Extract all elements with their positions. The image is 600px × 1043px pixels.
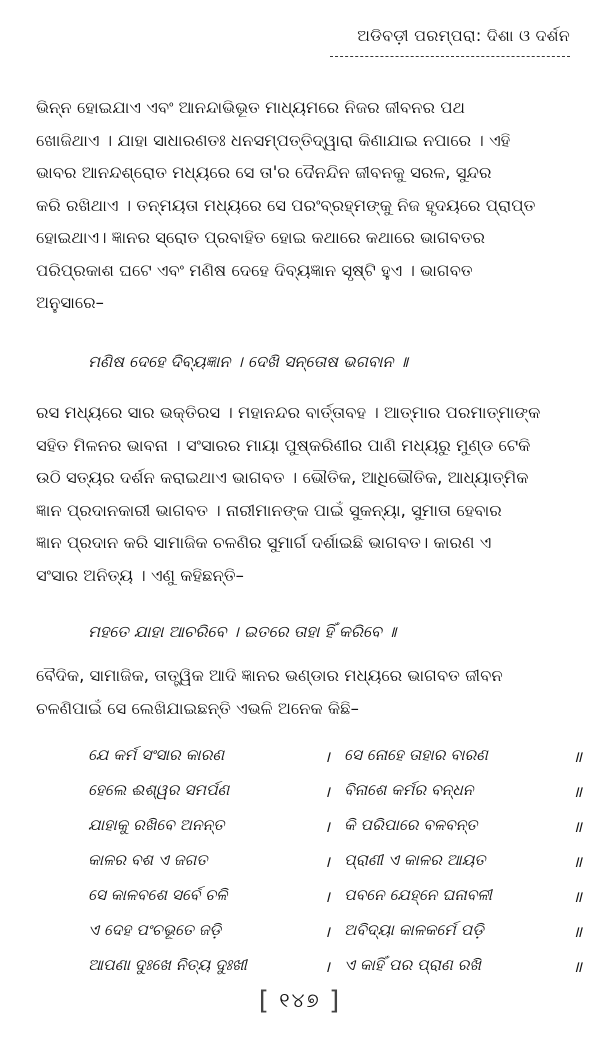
verse-second-half: କି ପରିପାରେ ବଳବନ୍ତ [344,816,478,834]
verse-separator: । [324,782,330,801]
verse-end-mark: ॥ [572,747,582,766]
paragraph-line: ରସ ମଧ୍ୟରେ ସାର ଭକ୍ତିରସ । ମହାନନ୍ଦର ବାର୍ତ୍ତାବହ । ଆତ୍ମାର ପରମାତ୍ମାଙ୍କ [36,403,541,422]
verse-second-half: ପ୍ରାଣୀ ଏ କାଳର ଆୟତ [344,851,486,869]
paragraph-line: ପରିପ୍ରକାଶ ଘଟେ ଏବଂ ମଣିଷ ଦେହେ ଦିବ୍ୟଜ୍ଞାନ ସୃଷ୍ଟି ହୁଏ । ଭାଗବତ [36,260,473,280]
page-number [0,986,600,1016]
paragraph-line: ଜ୍ଞାନ ପ୍ରଦାନ କରି ସାମାଜିକ ଚଳଣିର ସୁମାର୍ଗ ଦର୍ଶାଇଛି ଭାଗବତ। କାରଣ ଏ [36,533,492,552]
page-number-value: ୧୪୭ [279,988,321,1012]
paragraph-line: ବୈଦିକ, ସାମାଜିକ, ତାତ୍ତ୍ୱିକ ଆଦି ଜ୍ଞାନର ଭଣ୍ଡାର ମଧ୍ୟରେ ଭାଗବତ ଜୀବନ [36,666,503,685]
verse-end-mark: ॥ [572,922,582,941]
verse-first-half: ସେ କାଳବଶେ ସର୍ବେ ଚଳି [88,886,228,904]
verse-first-half: ଯାହାକୁ ରଖିବେ ଅନନ୍ତ [88,816,225,834]
verse-second-half: ଏ କାହିଁ ପର ପ୍ରାଣ ରଖି [344,956,481,974]
verse-row [88,808,582,843]
verse-row [88,843,582,878]
verse-first-half: ଏ ଦେହ ପଂଚଭୂତେ ଜଡ଼ି [88,921,221,939]
verse-end-mark: ॥ [572,782,582,801]
verse-second-half: ଅବିଦ୍ୟା କାଳକର୍ମେ ପଡ଼ି [344,921,484,939]
paragraph-line: ଅନୁସାରେ– [36,293,104,312]
header-dashed-rule [330,56,570,57]
verse-end-mark: ॥ [572,852,582,871]
page-number-bracket-close: ] [329,986,342,1016]
quoted-verse-2: ମହତେ ଯାହା ଆଚରିବେ । ଇତରେ ତାହା ହିଁ କରିବେ ॥ [88,622,397,641]
verse-end-mark: ॥ [572,817,582,836]
paragraph-1 [36,92,570,320]
verse-second-half: ପବନେ ଯେହ୍ନେ ଘନାବଳୀ [344,886,492,904]
paragraph-line: ସଂସାର ଅନିତ୍ୟ । ଏଣୁ କହିଛନ୍ତି– [36,565,244,585]
verse-first-half: କାଳର ବଶ ଏ ଜଗତ [88,851,208,869]
verse-row [88,948,582,983]
verse-row [88,773,582,808]
verse-second-half: ସେ ନୋହେ ତାହାର ବାରଣ [344,746,488,764]
paragraph-line: ଜ୍ଞାନ ପ୍ରଦାନକାରୀ ଭାଗବତ । ନାରୀମାନଙ୍କ ପାଇଁ ସୁକନ୍ୟା, ସୁମାତା ହେବାର [36,500,502,520]
verse-separator: । [324,887,330,906]
verse-separator: । [324,817,330,836]
verse-row [88,878,582,913]
paragraph-line: ସହିତ ମିଳନର ଭାବନା । ସଂସାରର ମାୟା ପୁଷ୍କରିଣୀର ପାଣି ମଧ୍ୟରୁ ମୁଣ୍ଡ ଟେକି [36,435,531,455]
paragraph-line: ହୋଇଥାଏ। ଜ୍ଞାନର ସ୍ରୋତ ପ୍ରବାହିତ ହୋଇ କଥାରେ କଥାରେ ଭାଗବତର [36,228,486,247]
paragraph-2 [36,397,570,592]
page-number-bracket-open: [ [258,986,271,1016]
verse-separator: । [324,747,330,766]
paragraph-line: ଚଳଣିପାଇଁ ସେ ଲେଖିଯାଇଛନ୍ତି ଏଭଳି ଅନେକ କିଛି– [36,698,359,718]
paragraph-line: ଭାବର ଆନନ୍ଦଶ୍ରୋତ ମଧ୍ୟରେ ସେ ତା'ର ଦୈନନ୍ଦିନ ଜୀବନକୁ ସରଳ, ସୁନ୍ଦର [36,163,492,182]
paragraph-line: ଉଠି ସତ୍ୟର ଦର୍ଶନ କରାଇଥାଏ ଭାଗବତ । ଭୌତିକ, ଆଧିଭୌତିକ, ଆଧ୍ୟାତ୍ମିକ [36,468,529,487]
verse-first-half: ହେଲେ ଈଶ୍ୱର ସମର୍ପଣ [88,781,230,799]
verse-row [88,913,582,948]
verse-second-half: ବିନାଶେ କର୍ମର ବନ୍ଧନ [344,781,474,799]
verse-separator: । [324,957,330,976]
verse-separator: । [324,852,330,871]
running-header: ଅଡିବଡ଼ୀ ପରମ୍ପରା: ଦିଶା ଓ ଦର୍ଶନ [357,26,570,45]
verse-end-mark: ॥ [572,957,582,976]
verse-row [88,738,582,773]
verse-end-mark: ॥ [572,887,582,906]
verse-table [88,738,582,983]
verse-separator: । [324,922,330,941]
paragraph-3 [36,660,570,725]
verse-first-half: ଆପଣା ଦୁଃଖେ ନିତ୍ୟ ଦୁଃଖୀ [88,956,247,974]
verse-first-half: ଯେ କର୍ମ ସଂସାର କାରଣ [88,746,225,764]
paragraph-line: ଖୋଜିଥାଏ । ଯାହା ସାଧାରଣତଃ ଧନସମ୍ପତ୍ତିଦ୍ୱାରା କିଣାଯାଇ ନପାରେ । ଏହି [36,130,511,150]
quoted-verse-1: ମଣିଷ ଦେହେ ଦିବ୍ୟଜ୍ଞାନ । ଦେଖି ସନ୍ତୋଷ ଭଗବାନ ॥ [88,352,409,371]
paragraph-line: ଭିନ୍ନ ହୋଇଯାଏ ଏବଂ ଆନନ୍ଦାଭିଭୂତ ମାଧ୍ୟମରେ ନିଜର ଜୀବନର ପଥ [36,98,465,117]
paragraph-line: କରି ରଖିଥାଏ । ତନ୍ମୟତା ମଧ୍ୟରେ ସେ ପରଂବ୍ରହ୍ମଙ୍କୁ ନିଜ ହୃଦୟରେ ପ୍ରାପ୍ତ [36,195,536,215]
